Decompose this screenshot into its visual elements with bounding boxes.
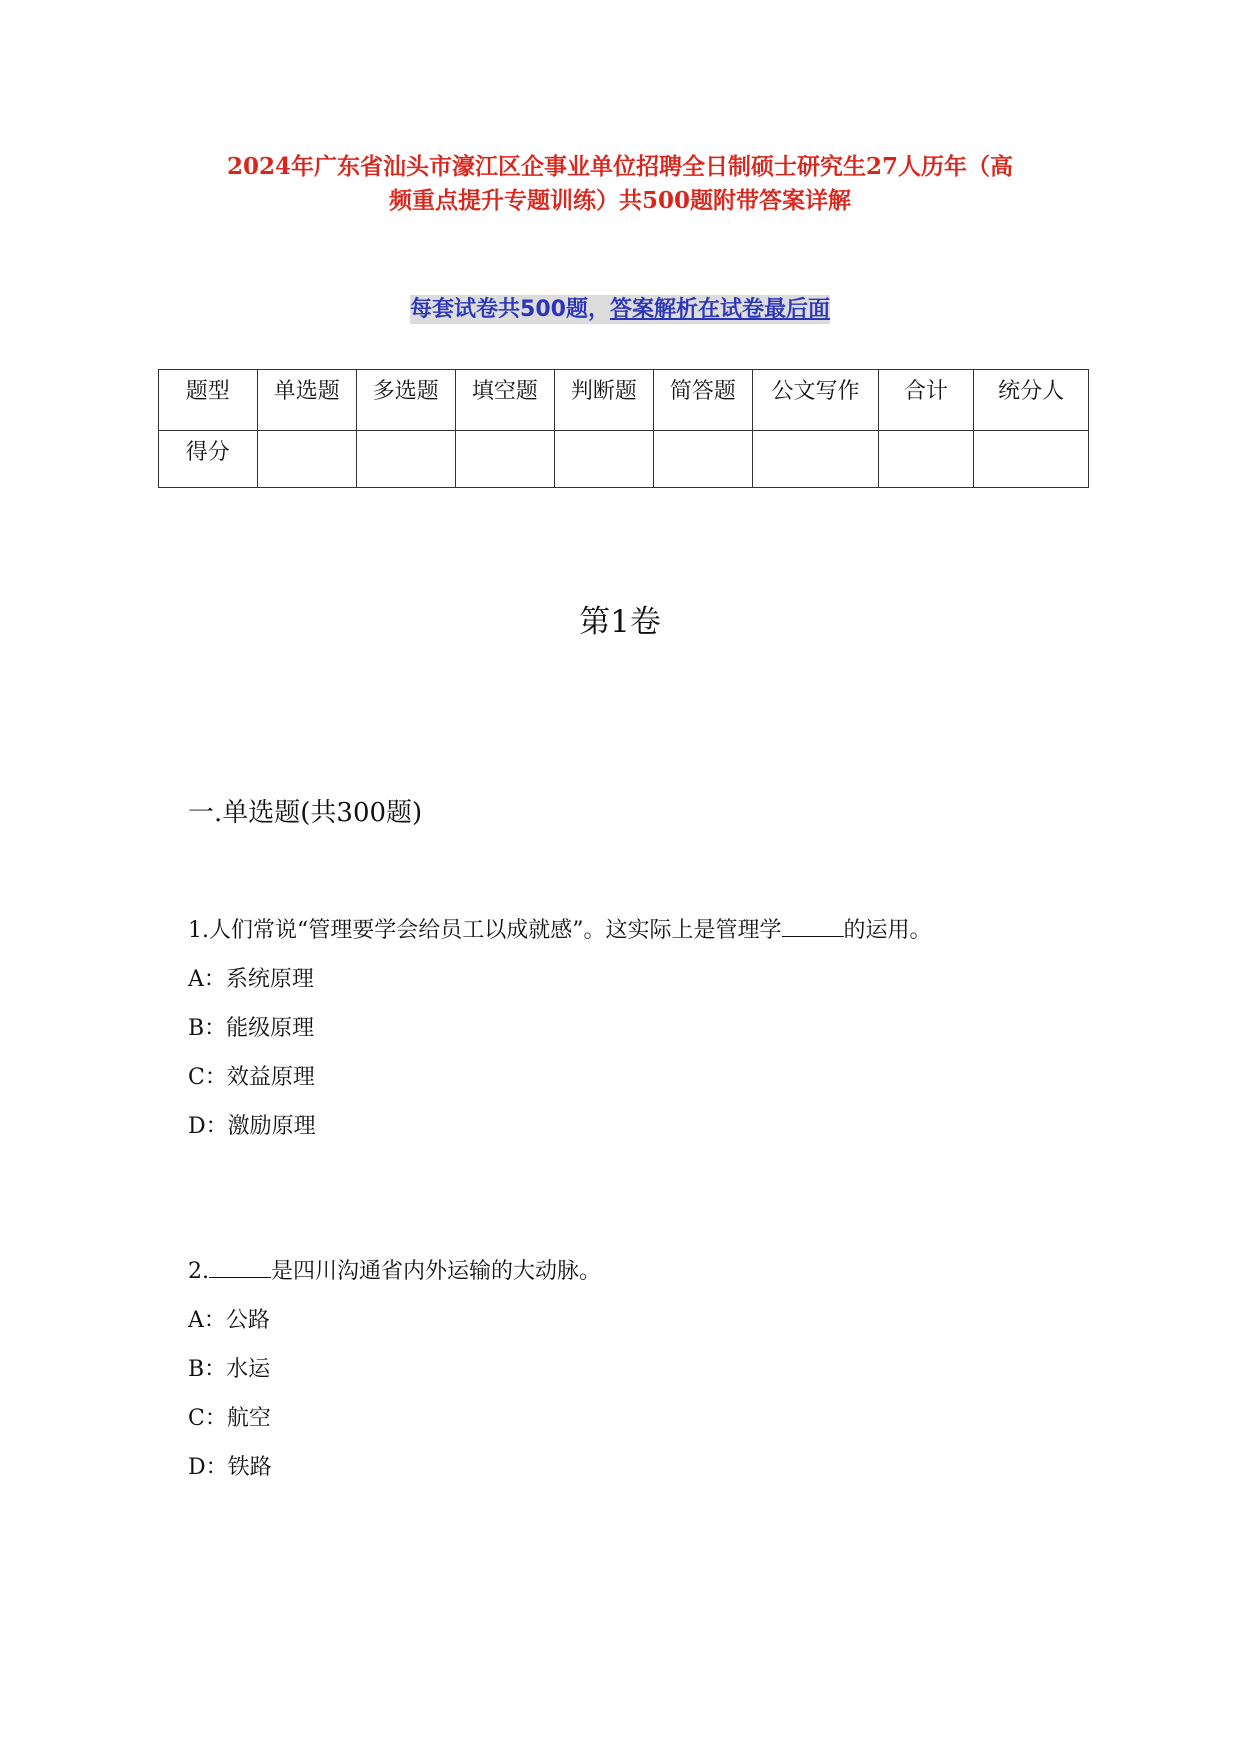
header-cell-short-answer: 简答题 bbox=[653, 370, 753, 431]
score-cell[interactable] bbox=[455, 431, 555, 488]
answer-blank bbox=[209, 1257, 271, 1278]
header-cell-fill-blank: 填空题 bbox=[455, 370, 555, 431]
option-a[interactable]: A：公路 bbox=[188, 1308, 270, 1333]
option-a[interactable]: A：系统原理 bbox=[188, 967, 314, 992]
score-cell[interactable] bbox=[878, 431, 974, 488]
option-c[interactable]: C：航空 bbox=[188, 1406, 271, 1431]
question-stem-text: 的运用。 bbox=[843, 918, 932, 943]
score-cell[interactable] bbox=[555, 431, 654, 488]
document-title-line-1: 2024年广东省汕头市濠江区企事业单位招聘全日制硕士研究生27人历年（高 bbox=[226, 153, 1014, 180]
option-b[interactable]: B：水运 bbox=[188, 1357, 271, 1382]
document-title-line-2: 频重点提升专题训练）共500题附带答案详解 bbox=[388, 187, 851, 214]
question-2 bbox=[188, 1247, 601, 1492]
header-cell-single-choice: 单选题 bbox=[257, 370, 357, 431]
question-stem-text: 2. bbox=[188, 1259, 209, 1284]
section-title: 一.单选题(共300题) bbox=[188, 798, 423, 828]
header-cell-official-writing: 公文写作 bbox=[753, 370, 879, 431]
header-cell-multiple-choice: 多选题 bbox=[357, 370, 456, 431]
score-cell[interactable] bbox=[974, 431, 1089, 488]
option-d[interactable]: D：铁路 bbox=[188, 1455, 272, 1480]
volume-title: 第1卷 bbox=[579, 604, 661, 640]
question-stem bbox=[188, 1247, 601, 1296]
question-stem-text: 1.人们常说“管理要学会给员工以成就感”。这实际上是管理学 bbox=[188, 918, 782, 943]
document-title bbox=[150, 150, 1090, 218]
notice-answer-link[interactable]: 答案解析在试卷最后面 bbox=[609, 297, 830, 322]
score-cell[interactable] bbox=[257, 431, 357, 488]
header-cell-true-false: 判断题 bbox=[555, 370, 654, 431]
header-cell-type: 题型 bbox=[159, 370, 258, 431]
score-row-label: 得分 bbox=[159, 431, 258, 488]
header-cell-scorer: 统分人 bbox=[974, 370, 1089, 431]
score-table-score-row bbox=[159, 431, 1089, 488]
score-cell[interactable] bbox=[653, 431, 753, 488]
option-b[interactable]: B：能级原理 bbox=[188, 1016, 315, 1041]
option-c[interactable]: C：效益原理 bbox=[188, 1065, 315, 1090]
score-table-header-row bbox=[159, 370, 1089, 431]
question-stem bbox=[188, 906, 932, 955]
score-cell[interactable] bbox=[357, 431, 456, 488]
question-stem-text: 是四川沟通省内外运输的大动脉。 bbox=[271, 1259, 602, 1284]
question-1 bbox=[188, 906, 932, 1151]
notice-question-count: 每套试卷共500题， bbox=[410, 297, 610, 322]
answer-blank bbox=[782, 916, 844, 937]
score-cell[interactable] bbox=[753, 431, 879, 488]
option-d[interactable]: D：激励原理 bbox=[188, 1114, 316, 1139]
exam-notice bbox=[0, 292, 1240, 323]
header-cell-total: 合计 bbox=[878, 370, 974, 431]
score-table bbox=[158, 369, 1089, 488]
